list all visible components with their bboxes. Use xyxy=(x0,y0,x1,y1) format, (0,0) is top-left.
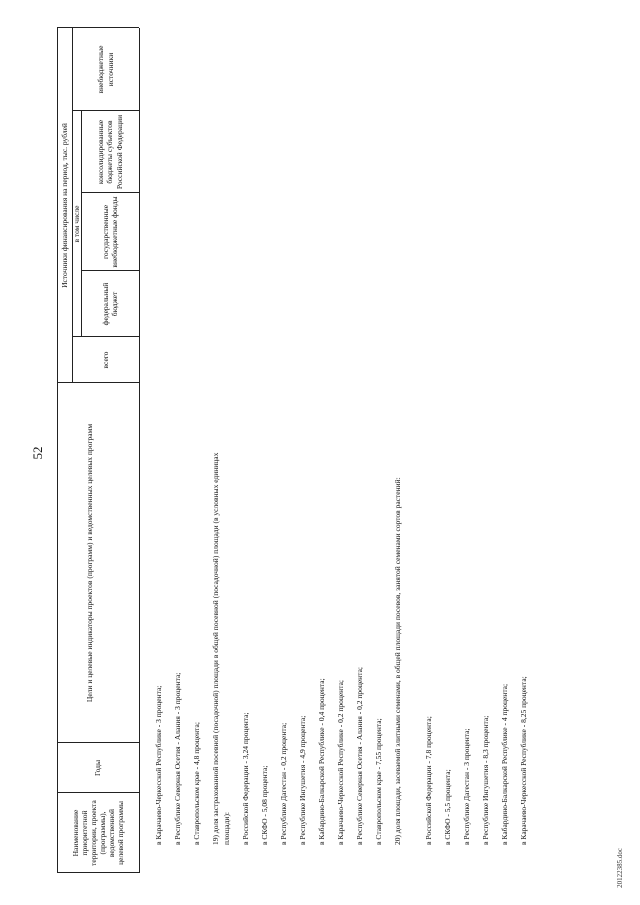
page-number: 52 xyxy=(30,446,45,460)
header-funding-group: Источники финансирования на период, тыс. рублей xyxy=(59,123,69,288)
list-item: 20) доля площади, засеваемой элитными семенами, в общей площади посевов, занятой семенами сортов растений: xyxy=(393,477,402,845)
list-item: в СКФО - 5,08 процента; xyxy=(260,765,269,845)
header-including: в том числе xyxy=(71,205,81,243)
list-item: в Карачаево-Черкесской Республике - 8,25 процента; xyxy=(519,676,528,845)
header-federal: федеральный бюджет xyxy=(100,282,119,326)
header-regional: консолидированные бюджеты субъектов Российской Федерации xyxy=(96,114,124,190)
list-item: в СКФО - 5,5 процента; xyxy=(443,769,452,845)
list-item: в Республике Ингушетия - 8,3 процента; xyxy=(481,715,490,845)
header-bottom-border xyxy=(139,28,140,873)
header-total: всего xyxy=(100,351,110,369)
rotated-table xyxy=(57,28,637,873)
header-extra: внебюджетные источники xyxy=(96,45,115,94)
list-item: в Республике Ингушетия - 4,9 процента; xyxy=(298,715,307,845)
indicator-list xyxy=(153,425,593,845)
list-item: в Ставропольском крае - 7,55 процента; xyxy=(374,718,383,845)
list-item: 19) доля застрахованной посевной (посадочной) площади в общей посевной (посадочной) площади (в условных единицах площади): xyxy=(211,452,231,845)
header-name: Наименование приоритетной территории, проекта (программы), ведомственной целевой программы xyxy=(70,800,126,866)
list-item: в Карачаево-Черкесской Республике - 0,2 процента; xyxy=(336,680,345,845)
list-item: в Ставропольском крае - 4,8 процента; xyxy=(192,722,201,845)
list-item: в Республике Северная Осетия - Алания - 3 процента; xyxy=(173,672,182,845)
header-years: Годы xyxy=(93,759,103,777)
list-item: в Кабардино-Балкарской Республике - 0,4 процента; xyxy=(317,678,326,845)
list-item: в Кабардино-Балкарской Республике - 4 процента; xyxy=(500,683,509,845)
list-item: в Республике Северная Осетия - Алания - 0,2 процента; xyxy=(355,667,364,845)
header-state-funds: государственные внебюджетные фонды xyxy=(100,196,119,268)
list-item: в Карачаево-Черкесской Республике - 3 процента; xyxy=(154,685,163,845)
list-item: в Республике Дагестан - 3 процента; xyxy=(462,728,471,845)
list-item: в Республике Дагестан - 0,2 процента; xyxy=(279,722,288,845)
list-item: в Российской Федерации - 3,24 процента; xyxy=(241,712,250,845)
document-code: 20122385.doc xyxy=(616,848,624,888)
list-item: в Российской Федерации - 7,8 процента; xyxy=(424,716,433,845)
header-goals: Цели и целевые индикаторы проектов (программ) и ведомственных целевых программ xyxy=(85,423,94,703)
